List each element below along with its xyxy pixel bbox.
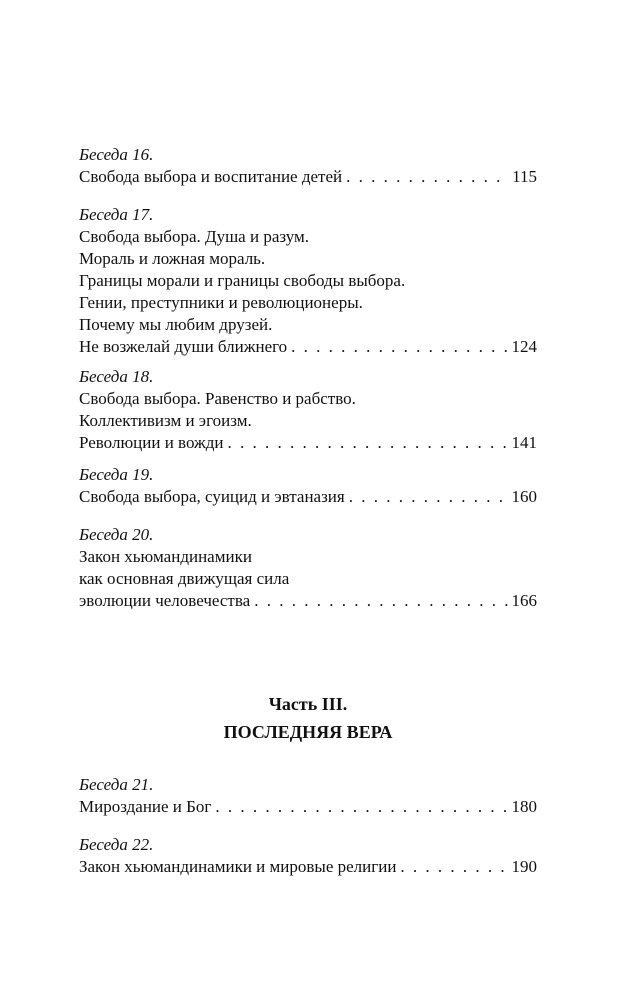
entry-subtitle: Гении, преступники и революционеры. (79, 293, 363, 312)
dot-leader (228, 432, 508, 454)
entry-title-line[interactable] (79, 590, 537, 612)
entry-label: Беседа 22. (79, 835, 154, 854)
page-number: 124 (511, 337, 537, 356)
entry-title: эволюции человечества (79, 591, 251, 610)
entry-subtitle: как основная движущая сила (79, 569, 290, 588)
entry-title: Революции и вожди (79, 433, 224, 452)
entry-label: Беседа 21. (79, 775, 154, 794)
part-number: Часть III. (268, 694, 348, 714)
entry-title-line[interactable] (79, 336, 537, 358)
entry-title: Не возжелай души ближнего (79, 337, 288, 356)
page-number: 180 (511, 797, 537, 816)
entry-subtitle: Коллективизм и эгоизм. (79, 411, 252, 430)
entry-subtitle: Границы морали и границы свободы выбора. (79, 271, 406, 290)
toc-entry-20 (79, 524, 537, 612)
entry-label: Беседа 16. (79, 145, 154, 164)
toc-page (79, 0, 537, 1000)
page-number: 160 (511, 487, 537, 506)
toc-entry-19 (79, 464, 537, 508)
dot-leader (349, 486, 508, 508)
entry-title-line[interactable] (79, 856, 537, 878)
page-number: 190 (511, 857, 537, 876)
dot-leader (215, 796, 507, 818)
entry-subtitle: Свобода выбора. Равенство и рабство. (79, 389, 356, 408)
toc-entry-22 (79, 834, 537, 878)
toc-entry-21 (79, 774, 537, 818)
entry-title-line[interactable] (79, 432, 537, 454)
entry-label: Беседа 20. (79, 525, 154, 544)
page-number: 141 (511, 433, 537, 452)
dot-leader (254, 590, 507, 612)
entry-label: Беседа 17. (79, 205, 154, 224)
page-number: 166 (511, 591, 537, 610)
part-title: ПОСЛЕДНЯЯ ВЕРА (223, 722, 393, 742)
entry-subtitle: Мораль и ложная мораль. (79, 249, 266, 268)
entry-title: Мироздание и Бог (79, 797, 212, 816)
entry-title: Свобода выбора, суицид и эвтаназия (79, 487, 345, 506)
entry-title-line[interactable] (79, 486, 537, 508)
dot-leader (291, 336, 507, 358)
entry-title: Закон хьюмандинамики и мировые религии (79, 857, 397, 876)
entry-subtitle: Закон хьюмандинамики (79, 547, 252, 566)
entry-title: Свобода выбора и воспитание детей (79, 167, 343, 186)
entry-label: Беседа 18. (79, 367, 154, 386)
toc-entry-17 (79, 204, 537, 358)
dot-leader (400, 856, 507, 878)
toc-entry-18 (79, 366, 537, 454)
entry-title-line[interactable] (79, 166, 537, 188)
toc-entry-16 (79, 144, 537, 188)
entry-subtitle: Свобода выбора. Душа и разум. (79, 227, 310, 246)
page-number: 115 (512, 167, 537, 186)
entry-title-line[interactable] (79, 796, 537, 818)
dot-leader (346, 166, 508, 188)
entry-subtitle: Почему мы любим друзей. (79, 315, 273, 334)
entry-label: Беседа 19. (79, 465, 154, 484)
